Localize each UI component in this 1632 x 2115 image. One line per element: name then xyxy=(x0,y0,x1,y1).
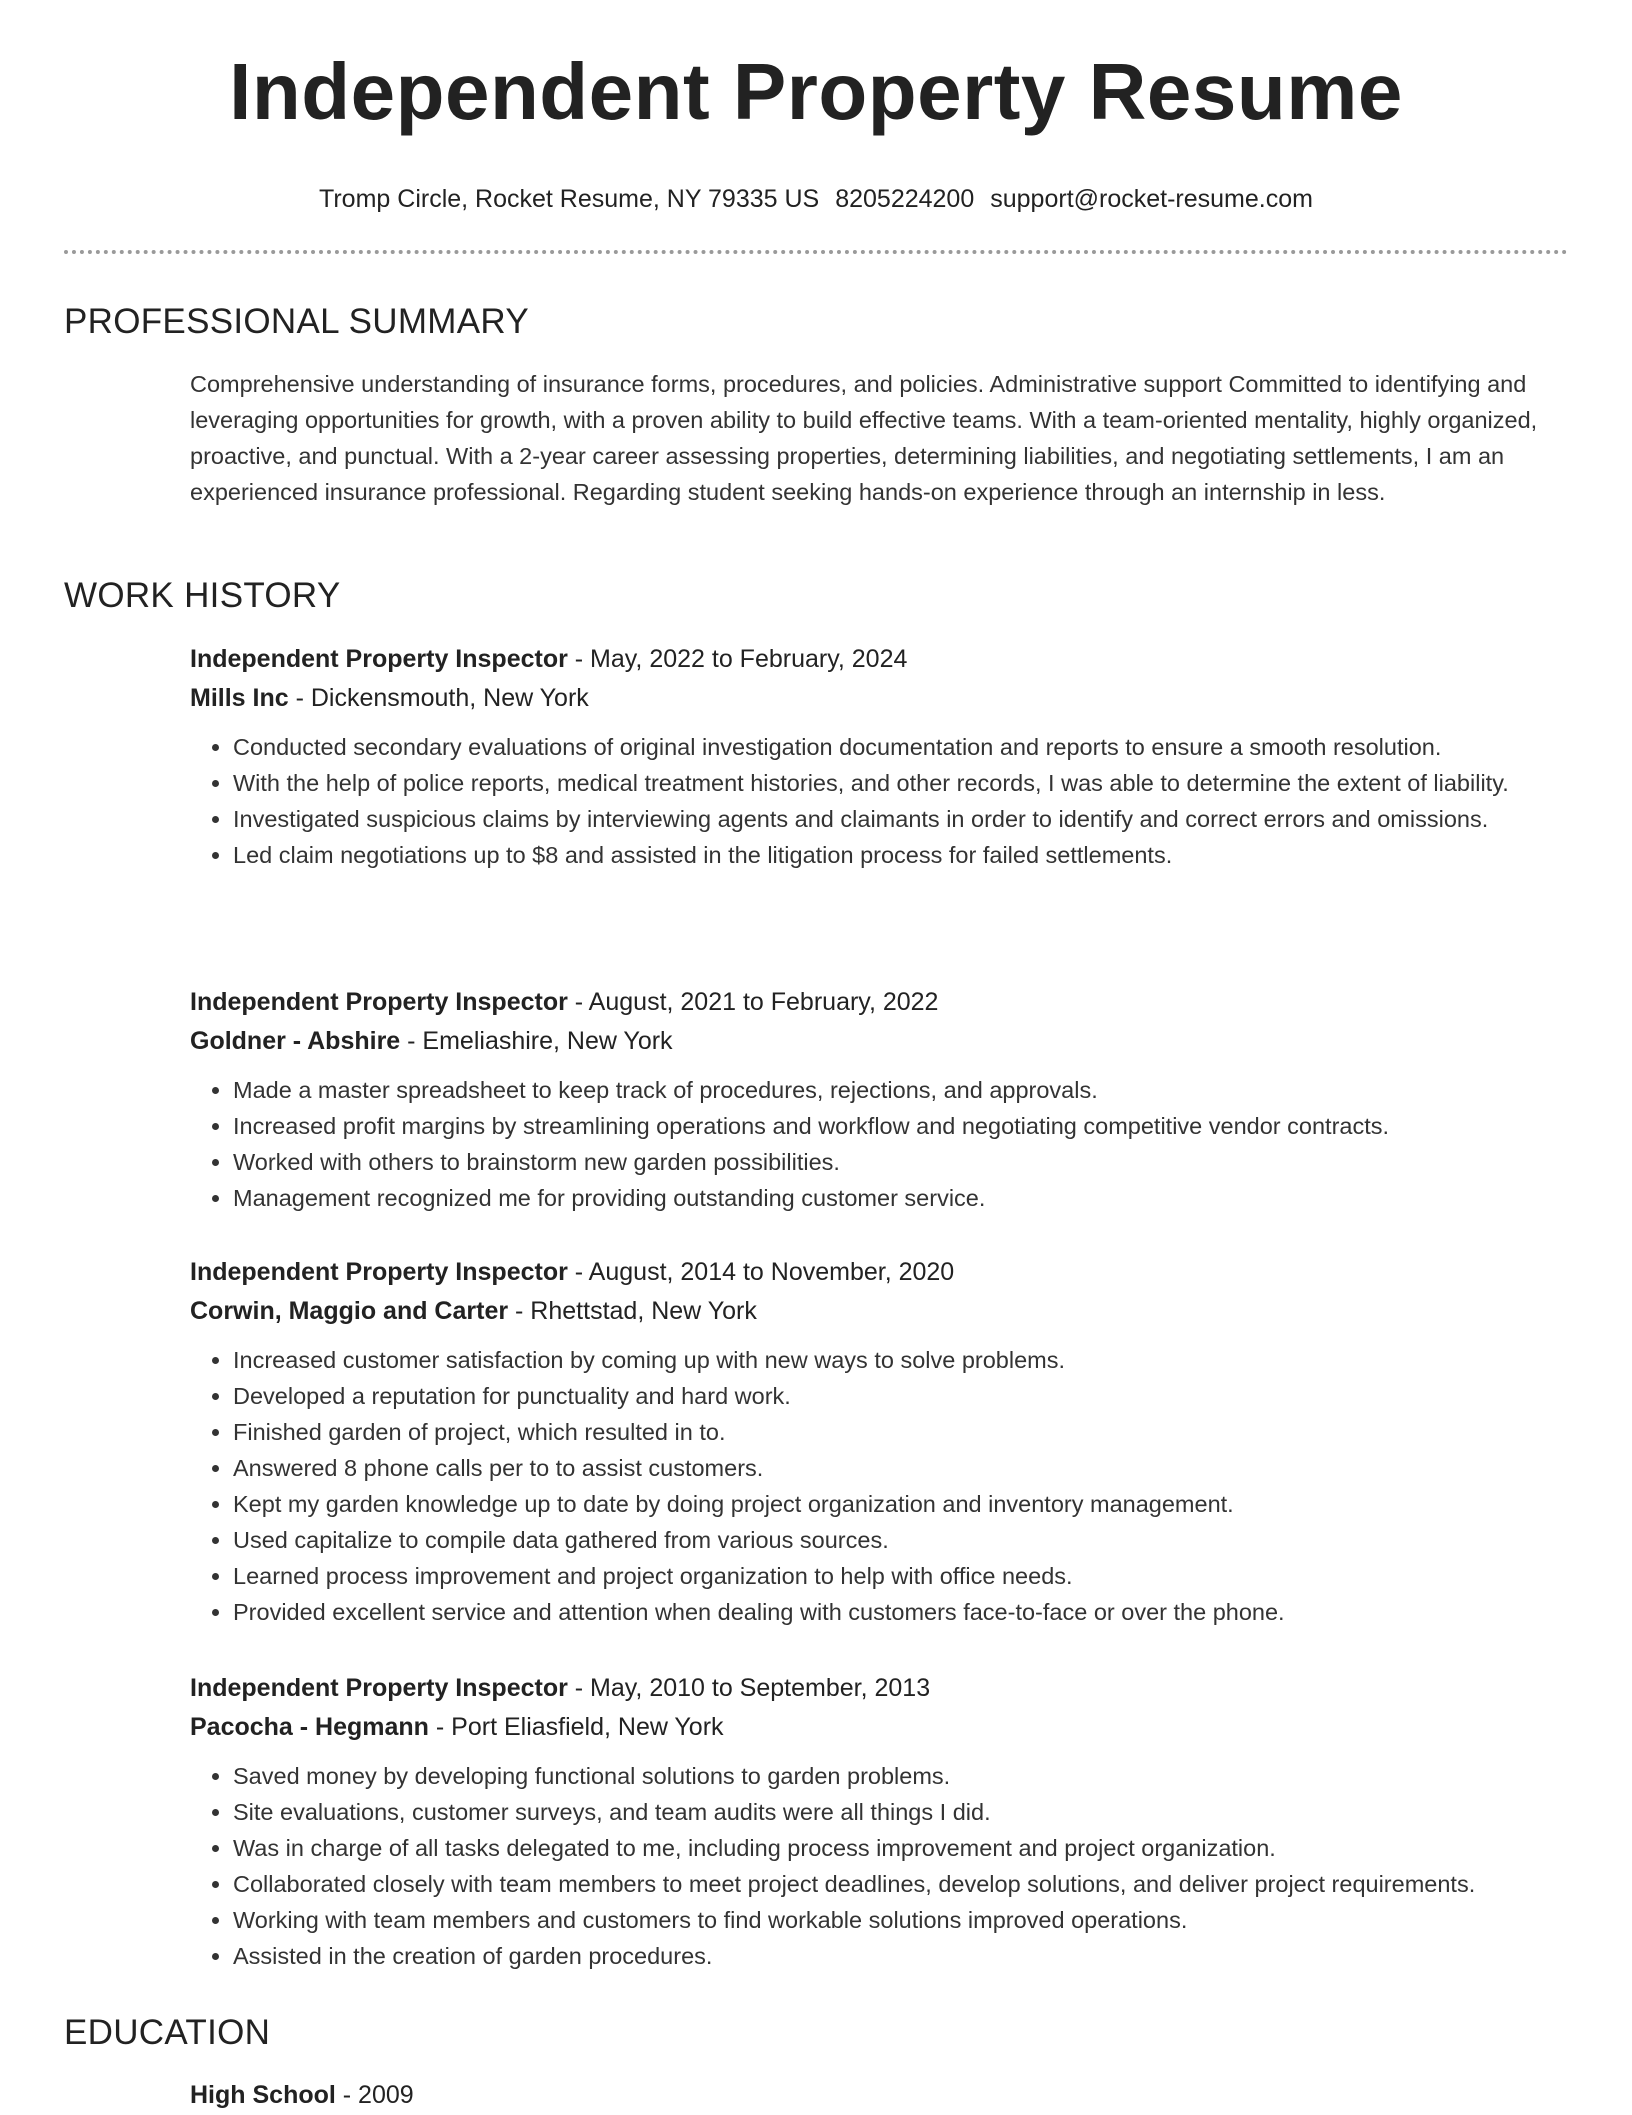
job-dates: - August, 2014 to November, 2020 xyxy=(567,1258,955,1286)
job-bullets xyxy=(190,729,1570,873)
job-entry xyxy=(190,983,1570,1216)
job-bullet: • Learned process improvement and project organization to help with office needs. xyxy=(233,1558,1570,1594)
job-bullet: • Saved money by developing functional solutions to garden problems. xyxy=(233,1758,1570,1794)
job-location: - Rhettstad, New York xyxy=(508,1297,757,1325)
section-title-education: EDUCATION xyxy=(64,2013,271,2052)
summary-text: Comprehensive understanding of insurance forms, procedures, and policies. Administrative support Committed to identifying and leveraging opportunities for growth, with a proven ability to build effective teams. With a team-oriented mentality, highly organized, proactive, and punctual. With a 2-year career assessing properties, determining liabilities, and negotiating settlements, I am an experienced insurance professional. Regarding student seeking hands-on experience through an internship in less. xyxy=(190,371,1538,505)
job-entry xyxy=(190,1253,1570,1630)
education-degree: High School xyxy=(190,2081,336,2109)
job-bullet: • Investigated suspicious claims by interviewing agents and claimants in order to identify and correct errors and omissions. xyxy=(233,801,1570,837)
job-title-line xyxy=(190,1253,1570,1292)
contact-email: support@rocket-resume.com xyxy=(990,185,1313,213)
job-bullets xyxy=(190,1072,1570,1216)
job-dates: - May, 2010 to September, 2013 xyxy=(567,1674,931,1702)
job-company-line xyxy=(190,679,1570,718)
job-dates: - August, 2021 to February, 2022 xyxy=(567,988,939,1016)
job-dates: - May, 2022 to February, 2024 xyxy=(567,645,908,673)
contact-address: Tromp Circle, Rocket Resume, NY 79335 US xyxy=(319,185,820,213)
job-company-line xyxy=(190,1022,1570,1061)
job-bullet: • Worked with others to brainstorm new garden possibilities. xyxy=(233,1144,1570,1180)
job-company: Corwin, Maggio and Carter xyxy=(190,1297,509,1325)
job-company: Mills Inc xyxy=(190,684,289,712)
job-bullet: • Collaborated closely with team members to meet project deadlines, develop solutions, and deliver project requirements. xyxy=(233,1866,1570,1902)
education-year: - 2009 xyxy=(335,2081,414,2109)
job-location: - Port Eliasfield, New York xyxy=(428,1713,724,1741)
resume-title: Independent Property Resume xyxy=(229,47,1403,136)
job-title-line xyxy=(190,983,1570,1022)
job-location: - Emeliashire, New York xyxy=(400,1027,673,1055)
job-bullet: • Assisted in the creation of garden procedures. xyxy=(233,1938,1570,1974)
job-title-line xyxy=(190,640,1570,679)
job-company-line xyxy=(190,1708,1570,1747)
job-bullet: • Provided excellent service and attention when dealing with customers face-to-face or over the phone. xyxy=(233,1594,1570,1630)
education-entry xyxy=(190,2076,414,2115)
job-bullet: • Made a master spreadsheet to keep track of procedures, rejections, and approvals. xyxy=(233,1072,1570,1108)
job-company-line xyxy=(190,1292,1570,1331)
job-location: - Dickensmouth, New York xyxy=(288,684,589,712)
job-bullet: • Kept my garden knowledge up to date by doing project organization and inventory management. xyxy=(233,1486,1570,1522)
job-bullet: • Working with team members and customers to find workable solutions improved operations. xyxy=(233,1902,1570,1938)
job-title: Independent Property Inspector xyxy=(190,1258,568,1286)
section-title-work-history: WORK HISTORY xyxy=(64,576,341,615)
job-title: Independent Property Inspector xyxy=(190,1674,568,1702)
contact-line xyxy=(0,184,1632,214)
job-bullet: • Conducted secondary evaluations of original investigation documentation and reports to ensure a smooth resolution. xyxy=(233,729,1570,765)
job-title: Independent Property Inspector xyxy=(190,645,568,673)
job-bullet: • Led claim negotiations up to $8 and assisted in the litigation process for failed settlements. xyxy=(233,837,1570,873)
job-bullet: • Answered 8 phone calls per to to assist customers. xyxy=(233,1450,1570,1486)
header-divider xyxy=(64,250,1568,254)
job-bullet: • Finished garden of project, which resulted in to. xyxy=(233,1414,1570,1450)
job-title: Independent Property Inspector xyxy=(190,988,568,1016)
job-bullet: • Developed a reputation for punctuality and hard work. xyxy=(233,1378,1570,1414)
job-bullet: • Was in charge of all tasks delegated to me, including process improvement and project organization. xyxy=(233,1830,1570,1866)
job-bullet: • Site evaluations, customer surveys, and team audits were all things I did. xyxy=(233,1794,1570,1830)
job-bullet: • With the help of police reports, medical treatment histories, and other records, I was able to determine the extent of liability. xyxy=(233,765,1570,801)
job-bullets xyxy=(190,1342,1570,1630)
job-bullets xyxy=(190,1758,1570,1974)
section-title-summary: PROFESSIONAL SUMMARY xyxy=(64,302,529,341)
contact-phone: 8205224200 xyxy=(835,185,975,213)
job-company: Goldner - Abshire xyxy=(190,1027,401,1055)
job-bullet: • Management recognized me for providing outstanding customer service. xyxy=(233,1180,1570,1216)
job-bullet: • Increased profit margins by streamlining operations and workflow and negotiating competitive vendor contracts. xyxy=(233,1108,1570,1144)
job-title-line xyxy=(190,1669,1570,1708)
job-company: Pacocha - Hegmann xyxy=(190,1713,429,1741)
job-bullet: • Increased customer satisfaction by coming up with new ways to solve problems. xyxy=(233,1342,1570,1378)
job-entry xyxy=(190,640,1570,873)
job-entry xyxy=(190,1669,1570,1974)
job-bullet: • Used capitalize to compile data gathered from various sources. xyxy=(233,1522,1570,1558)
